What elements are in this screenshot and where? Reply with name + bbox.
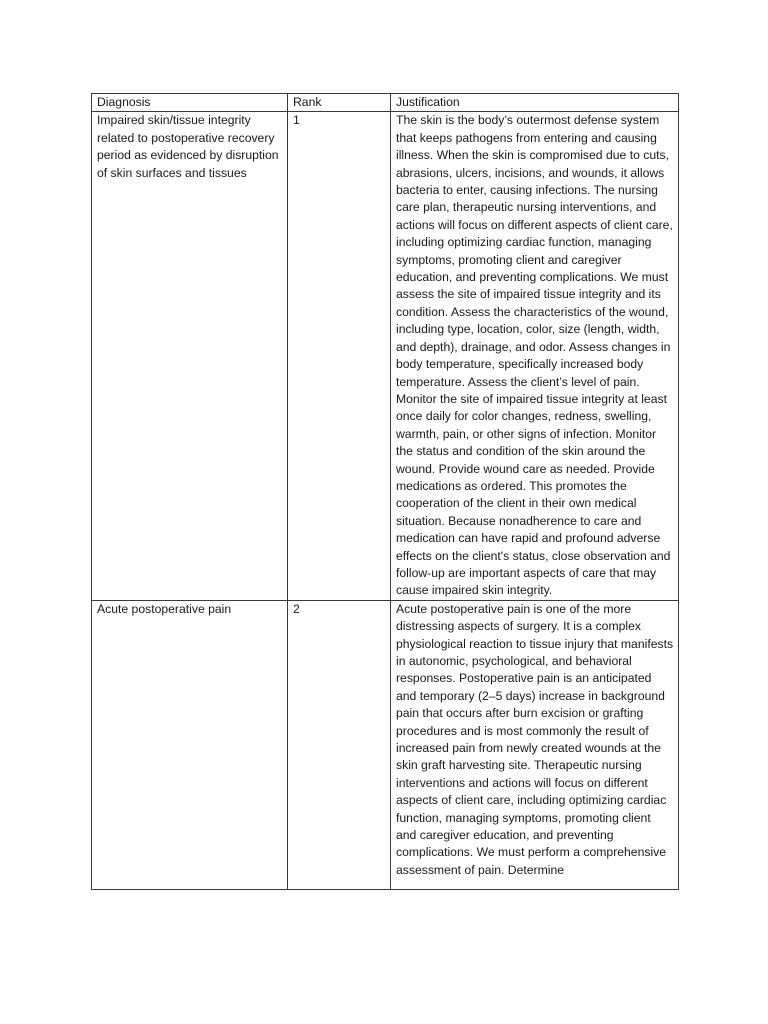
justification-text: Acute postoperative pain is one of the more distressing aspects of surgery. It is a complex physiological reaction to tissue injury that manifests in autonomic, psychological, and behavioral responses. Postoperative pain is an anticipated and temporary (2–5 days) increase in background pain that occurs after burn excision or grafting procedures and is most commonly the result of increased pain from newly created wounds at the skin graft harvesting site. Therapeutic nursing interventions and actions will focus on different aspects of client care, including optimizing cardiac function, managing symptoms, promoting client and caregiver education, and preventing complications. We must perform a comprehensive assessment of pain. Determine [396,601,674,877]
table-header-row [92,94,679,112]
diagnosis-cell: Impaired skin/tissue integrity related to postoperative recovery period as evidenced by disruption of skin surfaces and tissues [92,112,288,600]
rank-cell: 1 [288,112,391,600]
header-rank: Rank [288,94,391,112]
justification-cell [391,600,679,889]
diagnosis-cell: Acute postoperative pain [92,600,288,889]
rank-cell: 2 [288,600,391,889]
header-diagnosis: Diagnosis [92,94,288,112]
table-row [92,600,679,889]
nursing-diagnosis-table [91,93,679,890]
header-justification: Justification [391,94,679,112]
table-row [92,112,679,600]
justification-cell: The skin is the body’s outermost defense system that keeps pathogens from entering and causing illness. When the skin is compromised due to cuts, abrasions, ulcers, incisions, and wounds, it allows bacteria to enter, causing infections. The nursing care plan, therapeutic nursing interventions, and actions will focus on different aspects of client care, including optimizing cardiac function, managing symptoms, promoting client and caregiver education, and preventing complications. We must assess the site of impaired tissue integrity and its condition. Assess the characteristics of the wound, including type, location, color, size (length, width, and depth), drainage, and odor. Assess changes in body temperature, specifically increased body temperature. Assess the client’s level of pain. Monitor the site of impaired tissue integrity at least once daily for color changes, redness, swelling, warmth, pain, or other signs of infection. Monitor the status and condition of the skin around the wound. Provide wound care as needed. Provide medications as ordered. This promotes the cooperation of the client in their own medical situation. Because nonadherence to care and medication can have rapid and profound adverse effects on the client's status, close observation and follow-up are important aspects of care that may cause impaired skin integrity. [391,112,679,600]
